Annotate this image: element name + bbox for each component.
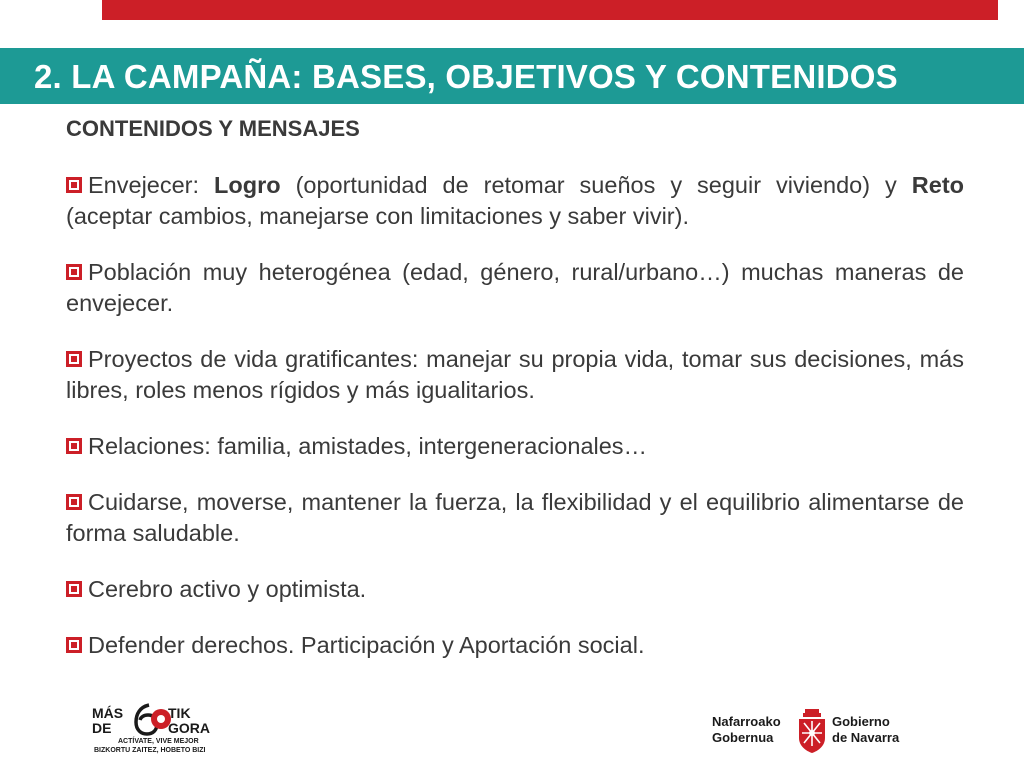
square-bullet-icon [66, 438, 82, 454]
bullet-item-derechos [66, 630, 964, 661]
bullet-text: Cerebro activo y optimista. [88, 576, 367, 602]
bullet-item-cerebro [66, 574, 964, 605]
logo-tagline-es: ACTÍVATE, VIVE MEJOR [118, 738, 199, 745]
gov-name-spanish-line2: de Navarra [832, 730, 900, 745]
bullet-item-proyectos [66, 344, 964, 406]
square-bullet-icon [66, 264, 82, 280]
logo-text-de: DE [92, 720, 112, 736]
bullet-text: Defender derechos. Participación y Aportación social. [88, 632, 645, 658]
bullet-text: Envejecer: [88, 172, 215, 198]
campaign-logo [88, 700, 218, 756]
slide-title: 2. LA CAMPAÑA: BASES, OBJETIVOS Y CONTENIDOS [34, 58, 898, 95]
gov-name-basque [712, 714, 781, 746]
bullet-text: Proyectos de vida gratificantes: manejar su propia vida, tomar sus decisiones, más libres, roles menos rígidos y más igualitarios. [66, 346, 964, 403]
bullet-bold-logro: Logro [214, 172, 281, 198]
bullet-text: Población muy heterogénea (edad, género, rural/urbano…) muchas maneras de envejecer. [66, 259, 964, 316]
bullet-item-envejecer [66, 170, 964, 232]
bullet-text: (oportunidad de retomar sueños y seguir viviendo) y [280, 172, 912, 198]
square-bullet-icon [66, 351, 82, 367]
square-bullet-icon [66, 637, 82, 653]
bullet-item-cuidarse [66, 487, 964, 549]
gov-name-spanish [832, 714, 899, 746]
section-heading: CONTENIDOS Y MENSAJES [66, 116, 360, 141]
square-bullet-icon [66, 494, 82, 510]
gov-name-basque-line1: Nafarroako [712, 714, 781, 729]
logo-text-tik: TIK [168, 705, 191, 721]
square-bullet-icon [66, 581, 82, 597]
square-bullet-icon [66, 177, 82, 193]
bullet-text: Relaciones: familia, amistades, intergeneracionales… [88, 433, 648, 459]
bullet-text: Cuidarse, moverse, mantener la fuerza, la flexibilidad y el equilibrio alimentarse de forma saludable. [66, 489, 964, 546]
logo-text-gora: GORA [168, 720, 210, 736]
sixty-logo-icon [132, 702, 172, 736]
gov-name-spanish-line1: Gobierno [832, 714, 890, 729]
title-band [0, 48, 1024, 104]
top-accent-bar [102, 0, 998, 20]
bullet-bold-reto: Reto [911, 172, 965, 198]
government-logo [710, 706, 920, 756]
gov-name-basque-line2: Gobernua [712, 730, 774, 745]
logo-text-mas: MÁS [92, 705, 124, 721]
coat-of-arms-icon [796, 708, 828, 754]
bullet-text: (aceptar cambios, manejarse con limitaciones y saber vivir). [66, 203, 689, 229]
bullet-item-relaciones [66, 431, 964, 462]
bullet-list [66, 170, 964, 686]
logo-tagline-eu: BIZKORTU ZAITEZ, HOBETO BIZI [94, 747, 206, 754]
bullet-item-poblacion [66, 257, 964, 319]
